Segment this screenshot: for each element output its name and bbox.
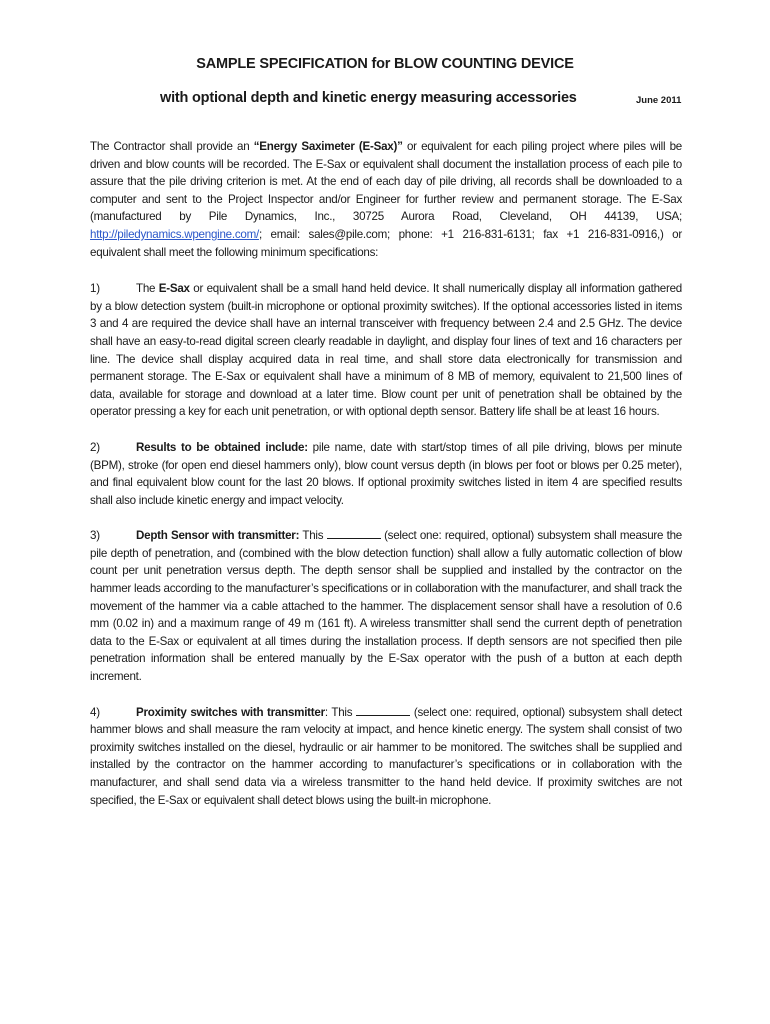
item-heading: Depth Sensor with transmitter: — [136, 529, 300, 543]
item-text: pile name, date with start/stop times of all pile driving, blows per minute (BPM), stroke (for open end diesel hammers only), blow count versus depth (in blows per foot or blows per 0.25 meter), and final equivalent blow count for the last 20 blows. If optional proximity switches listed in item 4 are specified results shall also include kinetic energy and impact velocity. — [90, 440, 682, 507]
selection-blank[interactable] — [356, 705, 410, 716]
item-text: (select one: required, optional) subsystem shall detect hammer blows and shall measure the ram velocity at impact, and hence kinetic energy. The system shall consist of two proximity switches installed on the diesel, hydraulic or air hammer to be monitored. The switches shall be supplied and installed by the contractor on the hammer according to manufacturer’s specifications or in collaboration with the manufacturer, and shall send data via a wireless transmitter to the hand held device. If proximity switches are not specified, the E-Sax or equivalent shall detect blows using the built-in microphone. — [90, 705, 683, 807]
item-pre-blank: This — [299, 529, 327, 543]
document-body — [90, 138, 682, 809]
document-title: SAMPLE SPECIFICATION for BLOW COUNTING DEVICE — [196, 56, 574, 72]
intro-text-2: or equivalent for each piling project where piles will be driven and blow counts will be recorded. The E-Sax or equivalent shall document the installation process of each pile to assure that the pile driving criterion is met. At the end of each day of pile driving, all records shall be downloaded to a computer and sent to the Project Inspector and/or Engineer for further review and permanent storage. The E-Sax (manufactured by Pile Dynamics, Inc., 30725 Aurora Road, Cleveland, OH 44139, USA; — [90, 140, 682, 224]
item-pre: The — [136, 282, 159, 296]
item-pre-blank: : This — [324, 705, 357, 719]
intro-text-1: The Contractor shall provide an — [90, 140, 254, 153]
spec-item-4 — [90, 704, 682, 810]
intro-paragraph — [90, 138, 682, 261]
intro-text-3: ; email: sales@pile.com; phone: +1 216-831-6131; fax +1 216-831-0916,) or equivalent shall meet the following minimum specifications: — [90, 227, 682, 259]
item-text: or equivalent shall be a small hand held device. It shall numerically display all information gathered by a blow detection system (built-in microphone or optional proximity switches). If the optional accessories listed in items 3 and 4 are required the device shall have an internal transceiver with frequency between 2.4 and 2.5 GHz. The device shall have an easy-to-read digital screen clearly readable in daylight, and display four lines of text and 16 characters per line. The device shall display acquired data in real time, and shall store data electronically for transmission and permanent storage. The E-Sax or equivalent shall have a minimum of 8 MB of memory, equivalent to 21,500 lines of data, available for storage and download at a later time. Blow count per unit of penetration shall be obtained by the operator pressing a key for each unit penetration, or with optional depth sensor. Battery life shall be at least 16 hours. — [90, 282, 682, 419]
product-name: “Energy Saximeter (E-Sax)” — [253, 140, 403, 153]
item-number: 2) — [90, 440, 100, 454]
document-subtitle: with optional depth and kinetic energy measuring accessories — [160, 90, 577, 106]
item-number: 4) — [90, 705, 100, 719]
item-heading: Results to be obtained include: — [136, 440, 308, 454]
spec-item-2 — [90, 439, 682, 509]
item-number: 3) — [90, 529, 100, 543]
document-date: June 2011 — [636, 95, 682, 106]
item-heading: Proximity switches with transmitter — [136, 705, 325, 719]
item-number: 1) — [90, 282, 100, 296]
website-link[interactable]: http://piledynamics.wpengine.com/ — [90, 227, 259, 241]
item-heading: E-Sax — [158, 282, 190, 296]
spec-item-1 — [90, 280, 682, 421]
item-text: (select one: required, optional) subsystem shall measure the pile depth of penetration, and (combined with the blow detection function) shall allow a fully automatic collection of blow count per unit penetration versus depth. The depth sensor shall be supplied and installed by the contractor on the hammer leads according to the manufacturer’s specifications or in collaboration with the manufacturer, and shall track the movement of the hammer via a cable attached to the hammer. The displacement sensor shall have a resolution of 0.6 mm (0.02 in) and a maximum range of 49 m (161 ft). A wireless transmitter shall send the current depth of penetration data to the E-Sax or equivalent at all times during the installation process. If depth sensors are not specified then pile penetration information shall be entered manually by the E-Sax operator with the push of a button at each depth increment. — [90, 529, 682, 684]
spec-item-3 — [90, 527, 682, 685]
selection-blank[interactable] — [327, 528, 381, 539]
